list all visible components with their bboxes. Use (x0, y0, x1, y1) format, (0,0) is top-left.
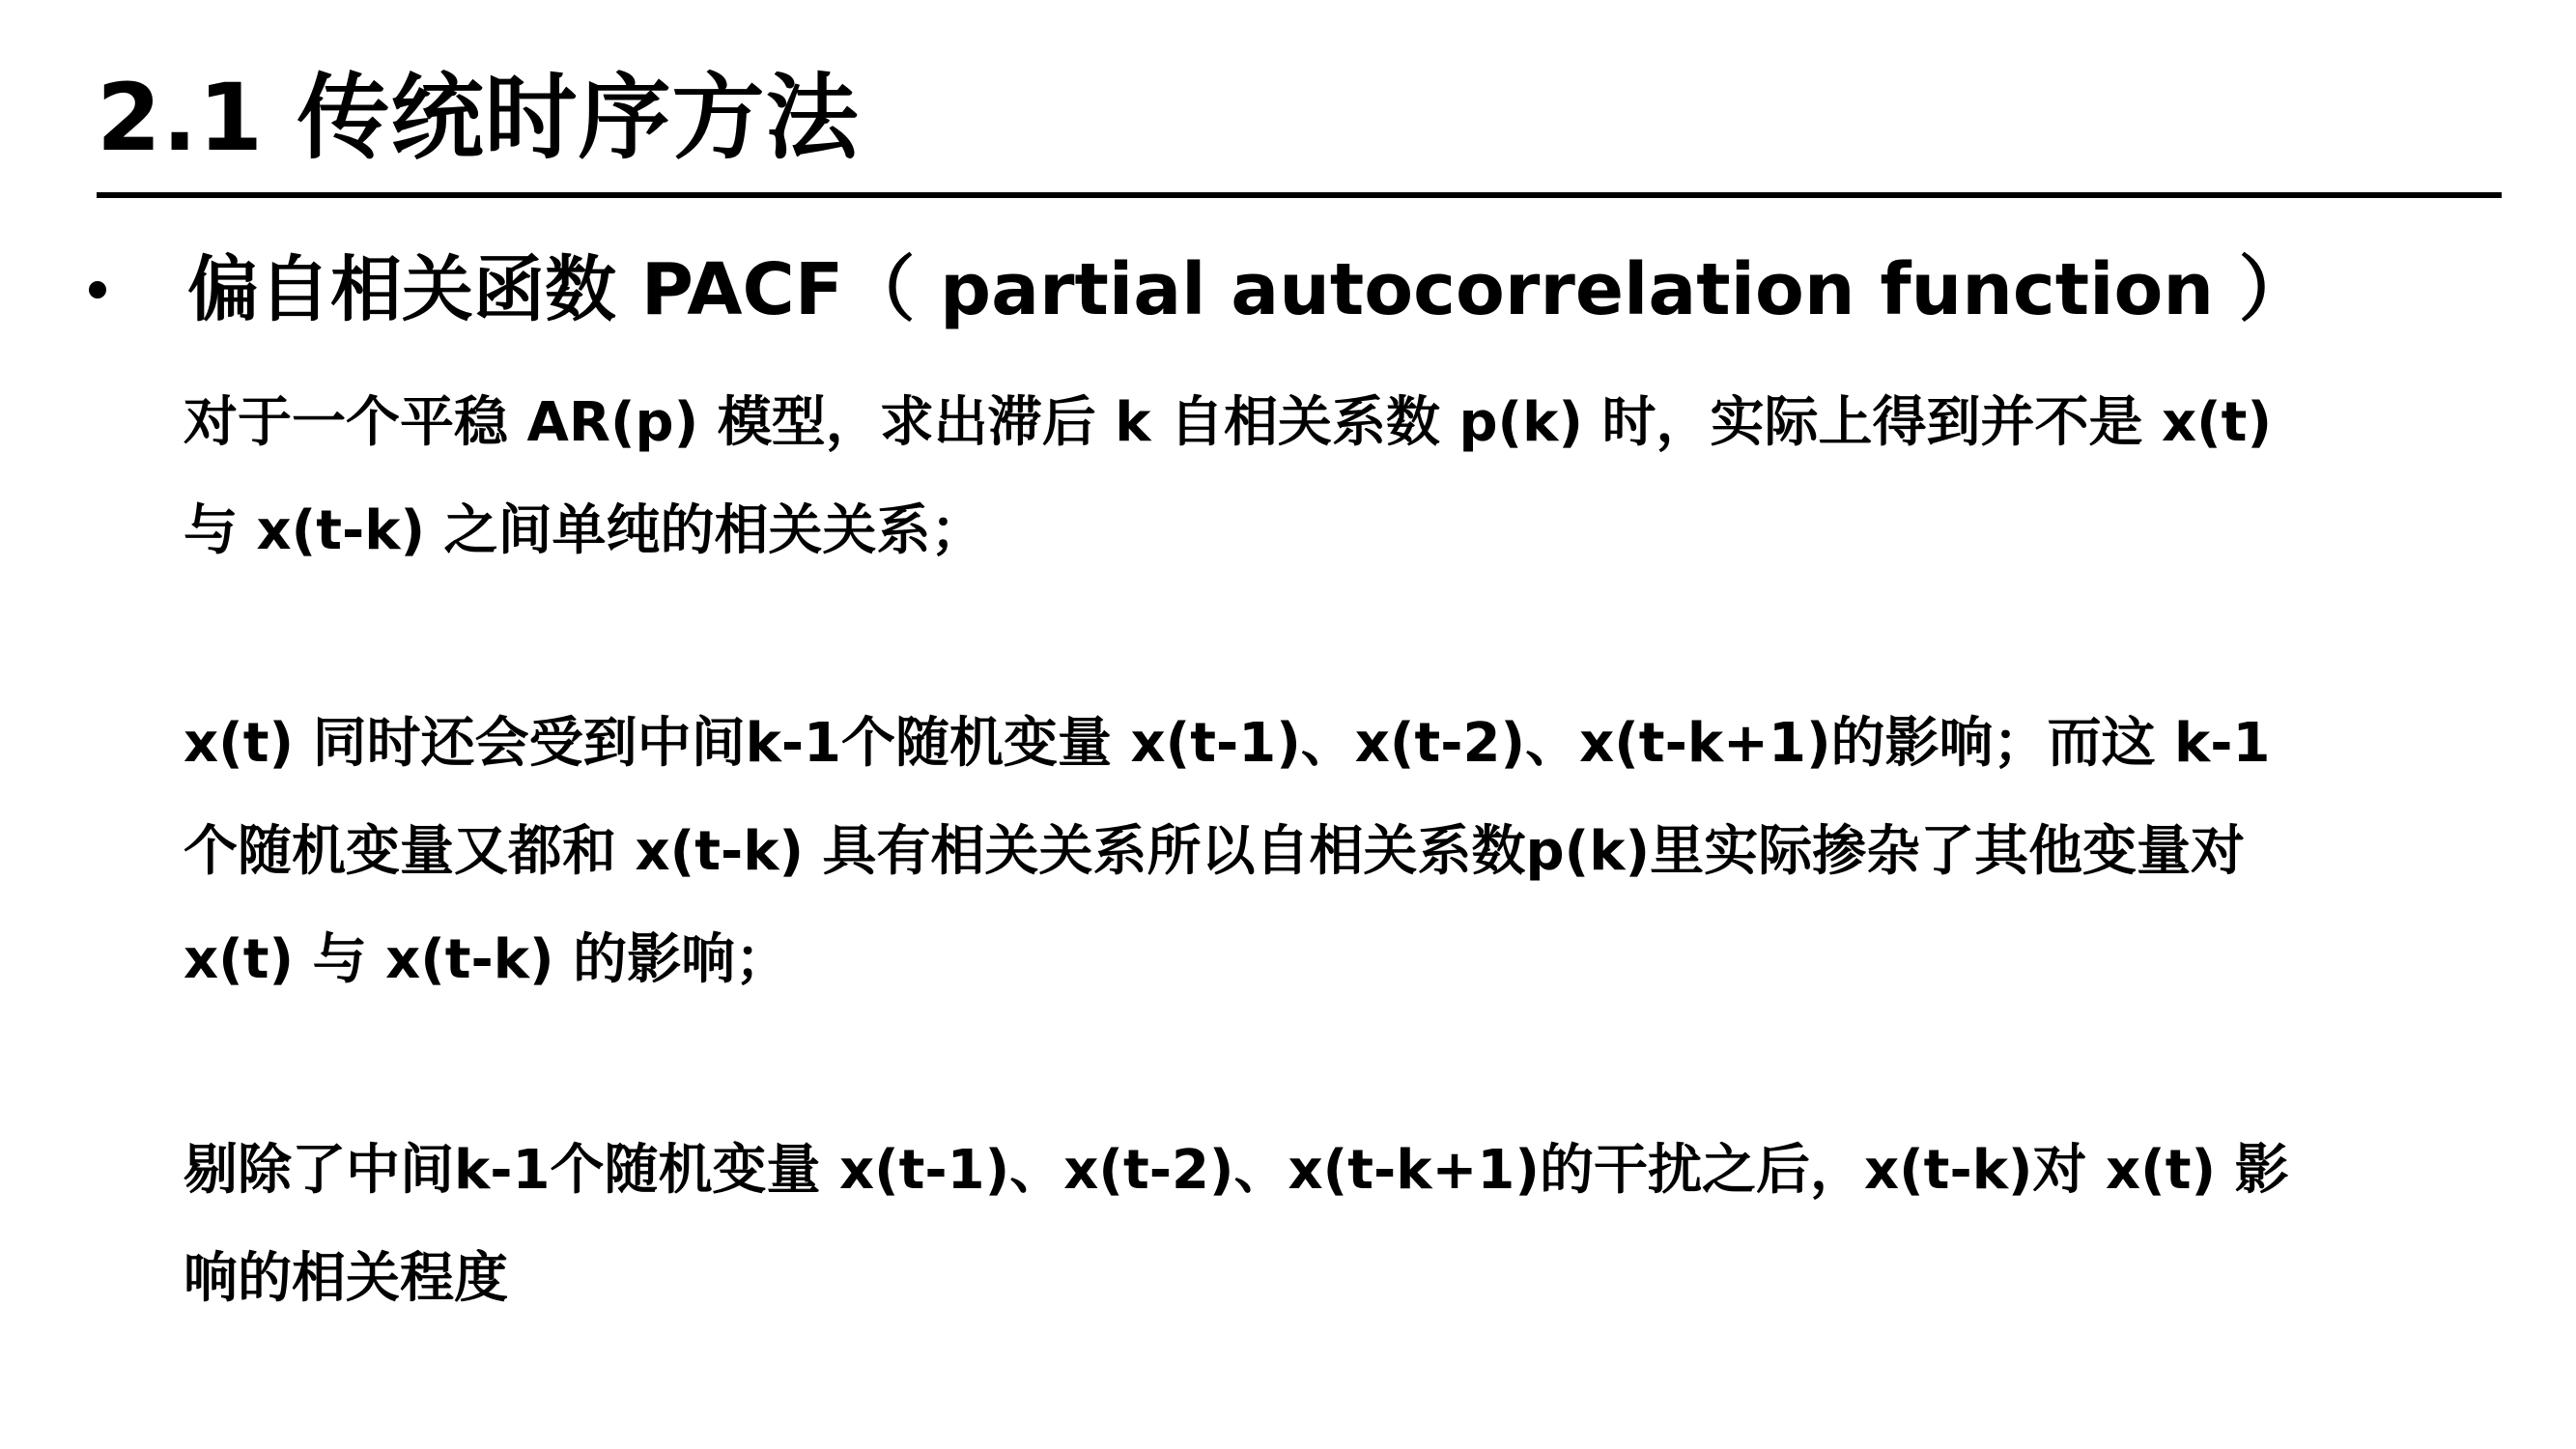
slide-title: 2.1 传统时序方法 (97, 64, 860, 172)
bullet-item (89, 242, 2310, 338)
paragraph-ar-autocorrelation: 对于一个平稳 AR(p) 模型，求出滞后 k 自相关系数 p(k) 时，实际上得到并不是 x(t) 与 x(t-k) 之间单纯的相关关系； (184, 391, 2273, 562)
paragraph-pacf-definition: 剔除了中间k-1个随机变量 x(t-1)、x(t-2)、x(t-k+1)的干扰之后，x(t-k)对 x(t) 影响的相关程度 (184, 1139, 2289, 1310)
bullet-heading: 偏自相关函数 PACF（ partial autocorrelation function ） (187, 248, 2310, 331)
paragraph-intermediate-variables: x(t) 同时还会受到中间k-1个随机变量 x(t-1)、x(t-2)、x(t-k+1)的影响；而这 k-1 个随机变量又都和 x(t-k) 具有相关关系所以自相关系数p(k)里实际掺杂了其他变量对 x(t) 与 x(t-k) 的影响； (184, 712, 2271, 991)
bullet-dot-icon (89, 281, 106, 298)
title-divider (97, 192, 2502, 198)
